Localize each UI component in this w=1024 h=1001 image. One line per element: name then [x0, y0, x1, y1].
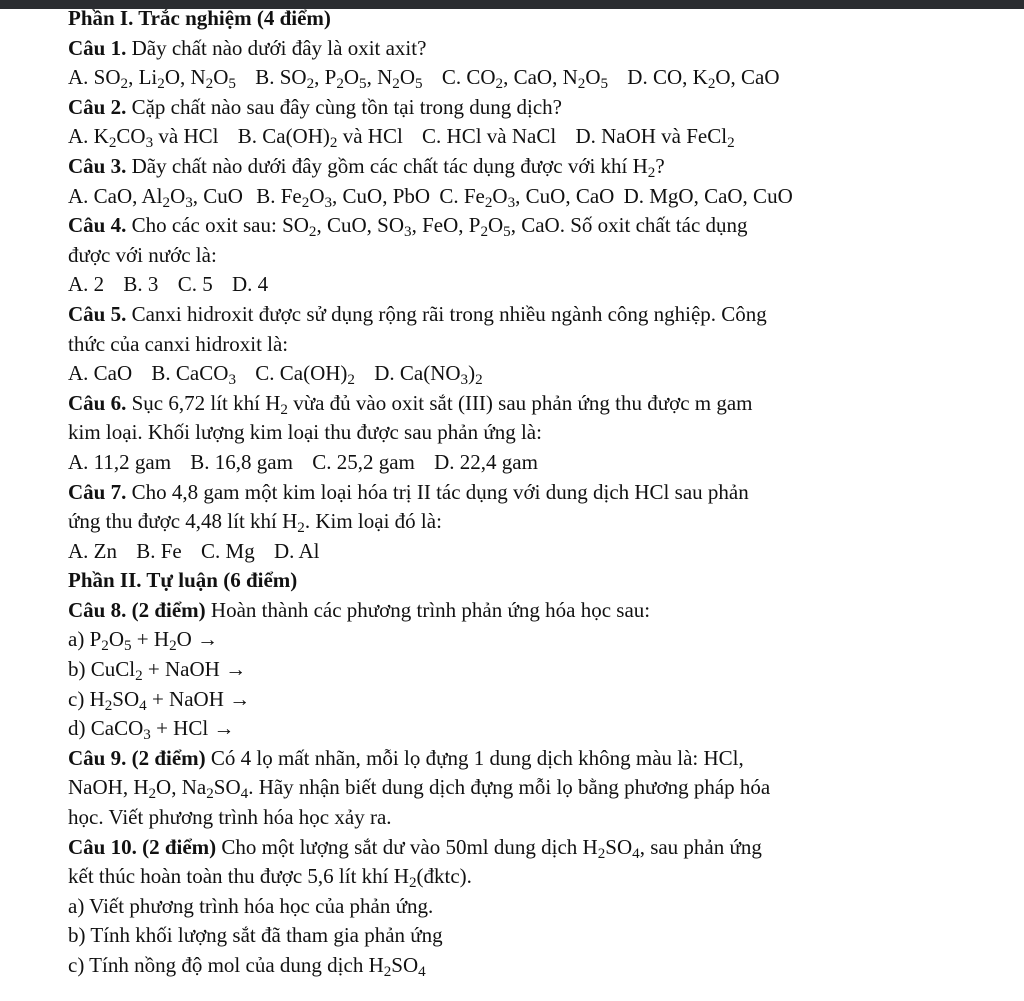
question-7-text-line1: Cho 4,8 gam một kim loại hóa trị II tác dụng với dung dịch HCl sau phản: [131, 479, 749, 504]
question-5-text-line1: Canxi hidroxit được sử dụng rộng rãi trong nhiều ngành công nghiệp. Công: [131, 301, 767, 326]
question-3-label: Câu 3.: [68, 153, 127, 178]
question-8-text: Hoàn thành các phương trình phản ứng hóa học sau:: [210, 597, 651, 622]
question-2: [68, 93, 968, 123]
question-6-text-line2: kim loại. Khối lượng kim loại thu được sau phản ứng là:: [68, 420, 542, 445]
q8-equation-c: c) $H_2SO_4$ + NaOH →: [68, 686, 251, 714]
question-5-options: [68, 359, 968, 389]
question-8-label: Câu 8. (2 điểm): [68, 597, 206, 622]
q5-option-b[interactable]: B. CaCO$_3$: [151, 361, 236, 388]
question-2-label: Câu 2.: [68, 94, 127, 119]
question-9: [68, 744, 968, 774]
q7-option-a[interactable]: A. Zn: [68, 538, 117, 563]
q2-option-d[interactable]: D. NaOH và FeCl$_2$: [575, 124, 735, 152]
q4-option-d[interactable]: D. 4: [231, 272, 269, 297]
question-9-line3: học. Viết phương trình hóa học xảy ra.: [68, 805, 392, 830]
question-9-label: Câu 9. (2 điểm): [68, 745, 206, 770]
question-4: [68, 211, 968, 241]
q2-option-c[interactable]: C. HCl và NaCl: [422, 124, 557, 149]
q1-option-b[interactable]: B. $SO_2$, $P_2O_5$, $N_2O_5$: [255, 65, 423, 92]
question-9-line1: Có 4 lọ mất nhãn, mỗi lọ đựng 1 dung dịch không màu là: HCl,: [210, 745, 744, 770]
question-6-text-line1: Sục 6,72 lít khí $H_2$ vừa đủ vào oxit sắt (III) sau phản ứng thu được m gam: [131, 390, 753, 418]
part1-title: Phần I. Trắc nghiệm (4 điểm): [68, 6, 331, 30]
question-7-options: [68, 537, 968, 567]
question-2-text: Cặp chất nào sau đây cùng tồn tại trong dung dịch?: [131, 94, 562, 119]
q6-option-b[interactable]: B. 16,8 gam: [190, 449, 293, 474]
question-9-line2: NaOH, $H_2O$, $Na_2SO_4$. Hãy nhận biết dung dịch đựng mỗi lọ bằng phương pháp hóa: [68, 775, 771, 803]
question-6-options: [68, 448, 968, 478]
question-7-label: Câu 7.: [68, 479, 127, 504]
question-4-label: Câu 4.: [68, 213, 127, 238]
q7-option-b[interactable]: B. Fe: [136, 538, 182, 563]
question-4-options: [68, 270, 968, 300]
q1-option-a[interactable]: A. $SO_2$, $Li_2O$, $N_2O_5$: [68, 65, 236, 92]
question-10-line2: kết thúc hoàn toàn thu được 5,6 lít khí $H_2(đktc)$.: [68, 864, 472, 891]
question-7: [68, 478, 968, 508]
q8-equation-b: b) CuCl$_2$ + NaOH →: [68, 657, 247, 684]
question-10-line1: Cho một lượng sắt dư vào 50ml dung dịch $H_2SO_4$, sau phản ứng: [221, 834, 762, 862]
q5-option-a[interactable]: A. CaO: [68, 361, 133, 386]
question-7-text-line2: ứng thu được 4,48 lít khí $H_2$. Kim loại đó là:: [68, 509, 442, 536]
q3-option-b[interactable]: B. $Fe_2O_3$, CuO, PbO: [256, 183, 431, 211]
q10-part-b: b) Tính khối lượng sắt đã tham gia phản ứng: [68, 923, 443, 948]
q2-option-b[interactable]: B. $Ca(OH)_2$ và HCl: [237, 124, 403, 152]
q1-option-c[interactable]: C. $CO_2$, CaO, $N_2O_5$: [441, 65, 609, 92]
q4-option-c[interactable]: C. 5: [177, 272, 213, 297]
part2-title: Phần II. Tự luận (6 điểm): [68, 568, 298, 593]
question-1: [68, 34, 968, 64]
question-6-label: Câu 6.: [68, 390, 127, 415]
q6-option-a[interactable]: A. 11,2 gam: [68, 449, 172, 474]
question-4-text-line2: được với nước là:: [68, 242, 217, 267]
question-2-options: [68, 122, 968, 152]
q8-equation-a: a) $P_2O_5 + H_2O$ →: [68, 627, 219, 655]
q7-option-c[interactable]: C. Mg: [201, 538, 255, 563]
q10-part-a: a) Viết phương trình hóa học của phản ứng.: [68, 893, 434, 918]
q4-option-b[interactable]: B. 3: [123, 272, 159, 297]
q8-equation-d: d) CaCO$_3$ + HCl →: [68, 716, 235, 744]
question-3-text: Dãy chất nào dưới đây gồm các chất tác dụng được với khí $H_2$?: [131, 153, 665, 181]
question-10-label: Câu 10. (2 điểm): [68, 834, 217, 859]
q3-option-d[interactable]: D. MgO, CaO, CuO: [623, 183, 793, 208]
q1-option-d[interactable]: D. CO, $K_2O$, CaO: [627, 65, 780, 92]
question-1-text: Dãy chất nào dưới đây là oxit axit?: [131, 35, 427, 60]
q7-option-d[interactable]: D. Al: [273, 538, 320, 563]
question-1-label: Câu 1.: [68, 35, 127, 60]
q2-option-a[interactable]: A. $K_2CO_3$ và HCl: [68, 124, 219, 152]
question-8: [68, 596, 968, 626]
question-5: [68, 300, 968, 330]
q10-part-c: c) Tính nồng độ mol của dung dịch $H_2SO_4$: [68, 953, 426, 980]
question-5-text-line2: thức của canxi hidroxit là:: [68, 331, 289, 356]
question-3: [68, 152, 968, 182]
question-1-options: [68, 63, 968, 93]
question-3-options: [68, 182, 968, 212]
question-4-text-line1: Cho các oxit sau: $SO_2$, CuO, $SO_3$, FeO, $P_2O_5$, CaO. Số oxit chất tác dụng: [131, 213, 748, 240]
q5-option-d[interactable]: D. $Ca(NO_3)_2$: [374, 361, 483, 388]
q4-option-a[interactable]: A. 2: [68, 272, 105, 297]
q3-option-a[interactable]: A. CaO, $Al_2O_3$, CuO: [68, 183, 243, 211]
q6-option-d[interactable]: D. 22,4 gam: [434, 449, 538, 474]
exam-document: [68, 4, 968, 981]
q5-option-c[interactable]: C. $Ca(OH)_2$: [255, 361, 355, 388]
q3-option-c[interactable]: C. $Fe_2O_3$, CuO, CaO: [439, 183, 615, 211]
question-6: [68, 389, 968, 419]
question-5-label: Câu 5.: [68, 301, 127, 326]
q6-option-c[interactable]: C. 25,2 gam: [312, 449, 415, 474]
question-10: [68, 833, 968, 863]
